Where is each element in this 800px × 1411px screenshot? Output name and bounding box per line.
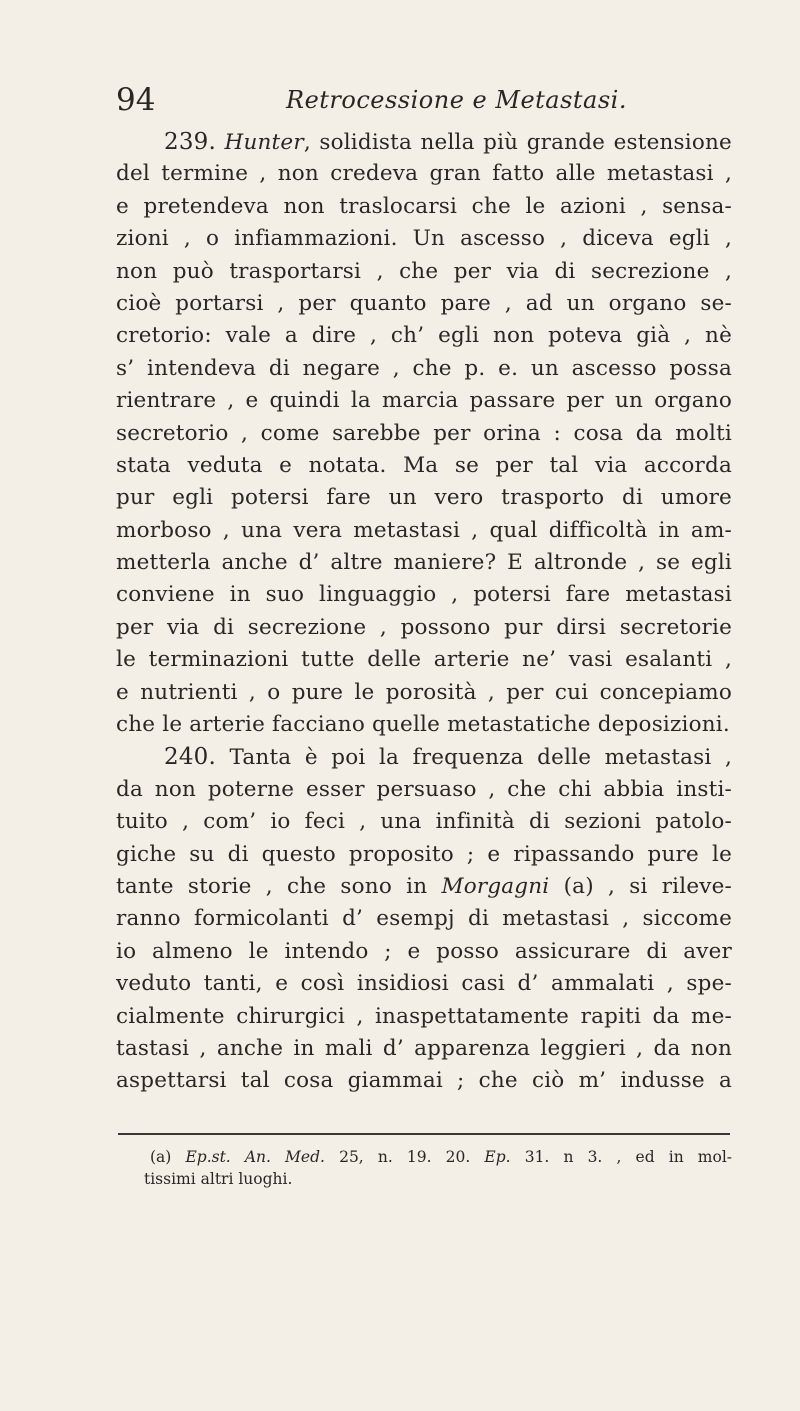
text-line [116,1065,732,1097]
text-line [116,774,732,806]
text-run: conviene in suo linguaggio , potersi fare metastasi [116,582,732,608]
text-run: le terminazioni tutte delle arterie ne’ vasi esalanti , [116,647,732,673]
text-run: del termine , non credeva gran fatto alle metastasi , [116,161,732,187]
text-run: giche su di questo proposito ; e ripassando pure le [116,841,732,867]
footnote-text: 31. n 3. , ed in mol- [510,1148,733,1166]
footnote-text: (a) [150,1148,186,1166]
text-run: non può trasportarsi , che per via di secrezione , [116,258,732,284]
text-run: tuito , com’ io feci , una infinità di sezioni patolo- [116,809,732,835]
text-run: da non poterne esser persuaso , che chi abbia insti- [116,776,732,802]
text-run: e nutrienti , o pure le porosità , per cui concepiamo [116,679,732,705]
footnote-line [144,1168,732,1190]
page-header [116,80,716,120]
text-line [116,450,732,482]
text-run: veduto tanti, e così insidiosi casi d’ ammalati , spe- [116,971,732,997]
text-line [116,677,732,709]
text-line [116,806,732,838]
text-line [116,709,732,741]
text-run: tante storie , che sono in [116,873,442,899]
footnote [144,1146,733,1190]
text-run: aspettarsi tal cosa giammai ; che ciò m’ indusse a [116,1068,732,1094]
text-run: cretorio: vale a dire , ch’ egli non poteva già , nè [116,323,732,349]
text-run: secretorio , come sarebbe per orina : cosa da molti [116,420,732,446]
text-line [116,644,732,676]
text-line [116,223,732,255]
footnote-separator-rule [118,1133,730,1135]
text-line [116,547,732,579]
text-run: morboso , una vera metastasi , qual difficoltà in am- [116,517,732,543]
text-line [116,612,732,644]
text-run: zioni , o infiammazioni. Un ascesso , diceva egli , [116,226,732,252]
text-run: cioè portarsi , per quanto pare , ad un organo se- [116,290,732,316]
running-title: Retrocessione e Metastasi. [286,86,627,114]
text-run: io almeno le intendo ; e posso assicurare di aver [116,938,732,964]
footnote-citation-italic: Ep. [484,1148,511,1166]
text-run: , solidista nella più grande estensione [303,130,732,155]
text-run: ranno formicolanti d’ esempj di metastasi , siccome [116,906,732,932]
text-line [116,256,732,288]
text-line [116,385,732,417]
text-line [116,515,732,547]
text-line [116,191,732,223]
text-line [116,158,732,190]
text-run: metterla anche d’ altre maniere? E altronde , se egli [116,550,732,576]
page-number: 94 [116,82,156,118]
text-line [116,968,732,1000]
footnote-text: 25, n. 19. 20. [324,1148,485,1166]
paragraph-number: 240. [164,744,217,771]
text-line [116,839,732,871]
text-run: rientrare , e quindi la marcia passare per un organo [116,388,732,414]
text-line [116,1001,732,1033]
text-run: Tanta è poi la frequenza delle metastasi , [229,745,732,771]
text-line [116,482,732,514]
footnote-citation-italic: Ep.st. An. Med. [185,1148,325,1166]
footnote-text: tissimi altri luoghi. [144,1170,293,1188]
italic-name: Morgagni [441,873,550,899]
text-line [116,320,732,352]
text-run: tastasi , anche in mali d’ apparenza leggieri , da non [116,1035,732,1061]
text-run: s’ intendeva di negare , che p. e. un ascesso possa [116,355,732,381]
text-line [116,418,732,450]
text-line [116,353,732,385]
paragraph-number: 239. [164,129,217,155]
italic-name: Hunter [224,130,304,155]
text-line [116,741,732,773]
text-run: che le arterie facciano quelle metastatiche deposizioni. [116,712,730,738]
text-run: stata veduta e notata. Ma se per tal via accorda [116,452,732,478]
text-line [116,288,732,320]
body-text [116,126,732,1098]
text-line [116,1033,732,1065]
text-run: (a) , si rileve- [549,873,732,899]
text-line [116,936,732,968]
text-line [116,579,732,611]
text-run: pur egli potersi fare un vero trasporto di umore [116,485,732,511]
text-line [116,903,732,935]
text-run: per via di secrezione , possono pur dirsi secretorie [116,614,732,640]
text-run: e pretendeva non traslocarsi che le azioni , sensa- [116,193,732,219]
text-line [116,871,732,903]
footnote-line [150,1146,732,1168]
text-line [116,126,732,158]
text-run: cialmente chirurgici , inaspettatamente rapiti da me- [116,1003,732,1029]
